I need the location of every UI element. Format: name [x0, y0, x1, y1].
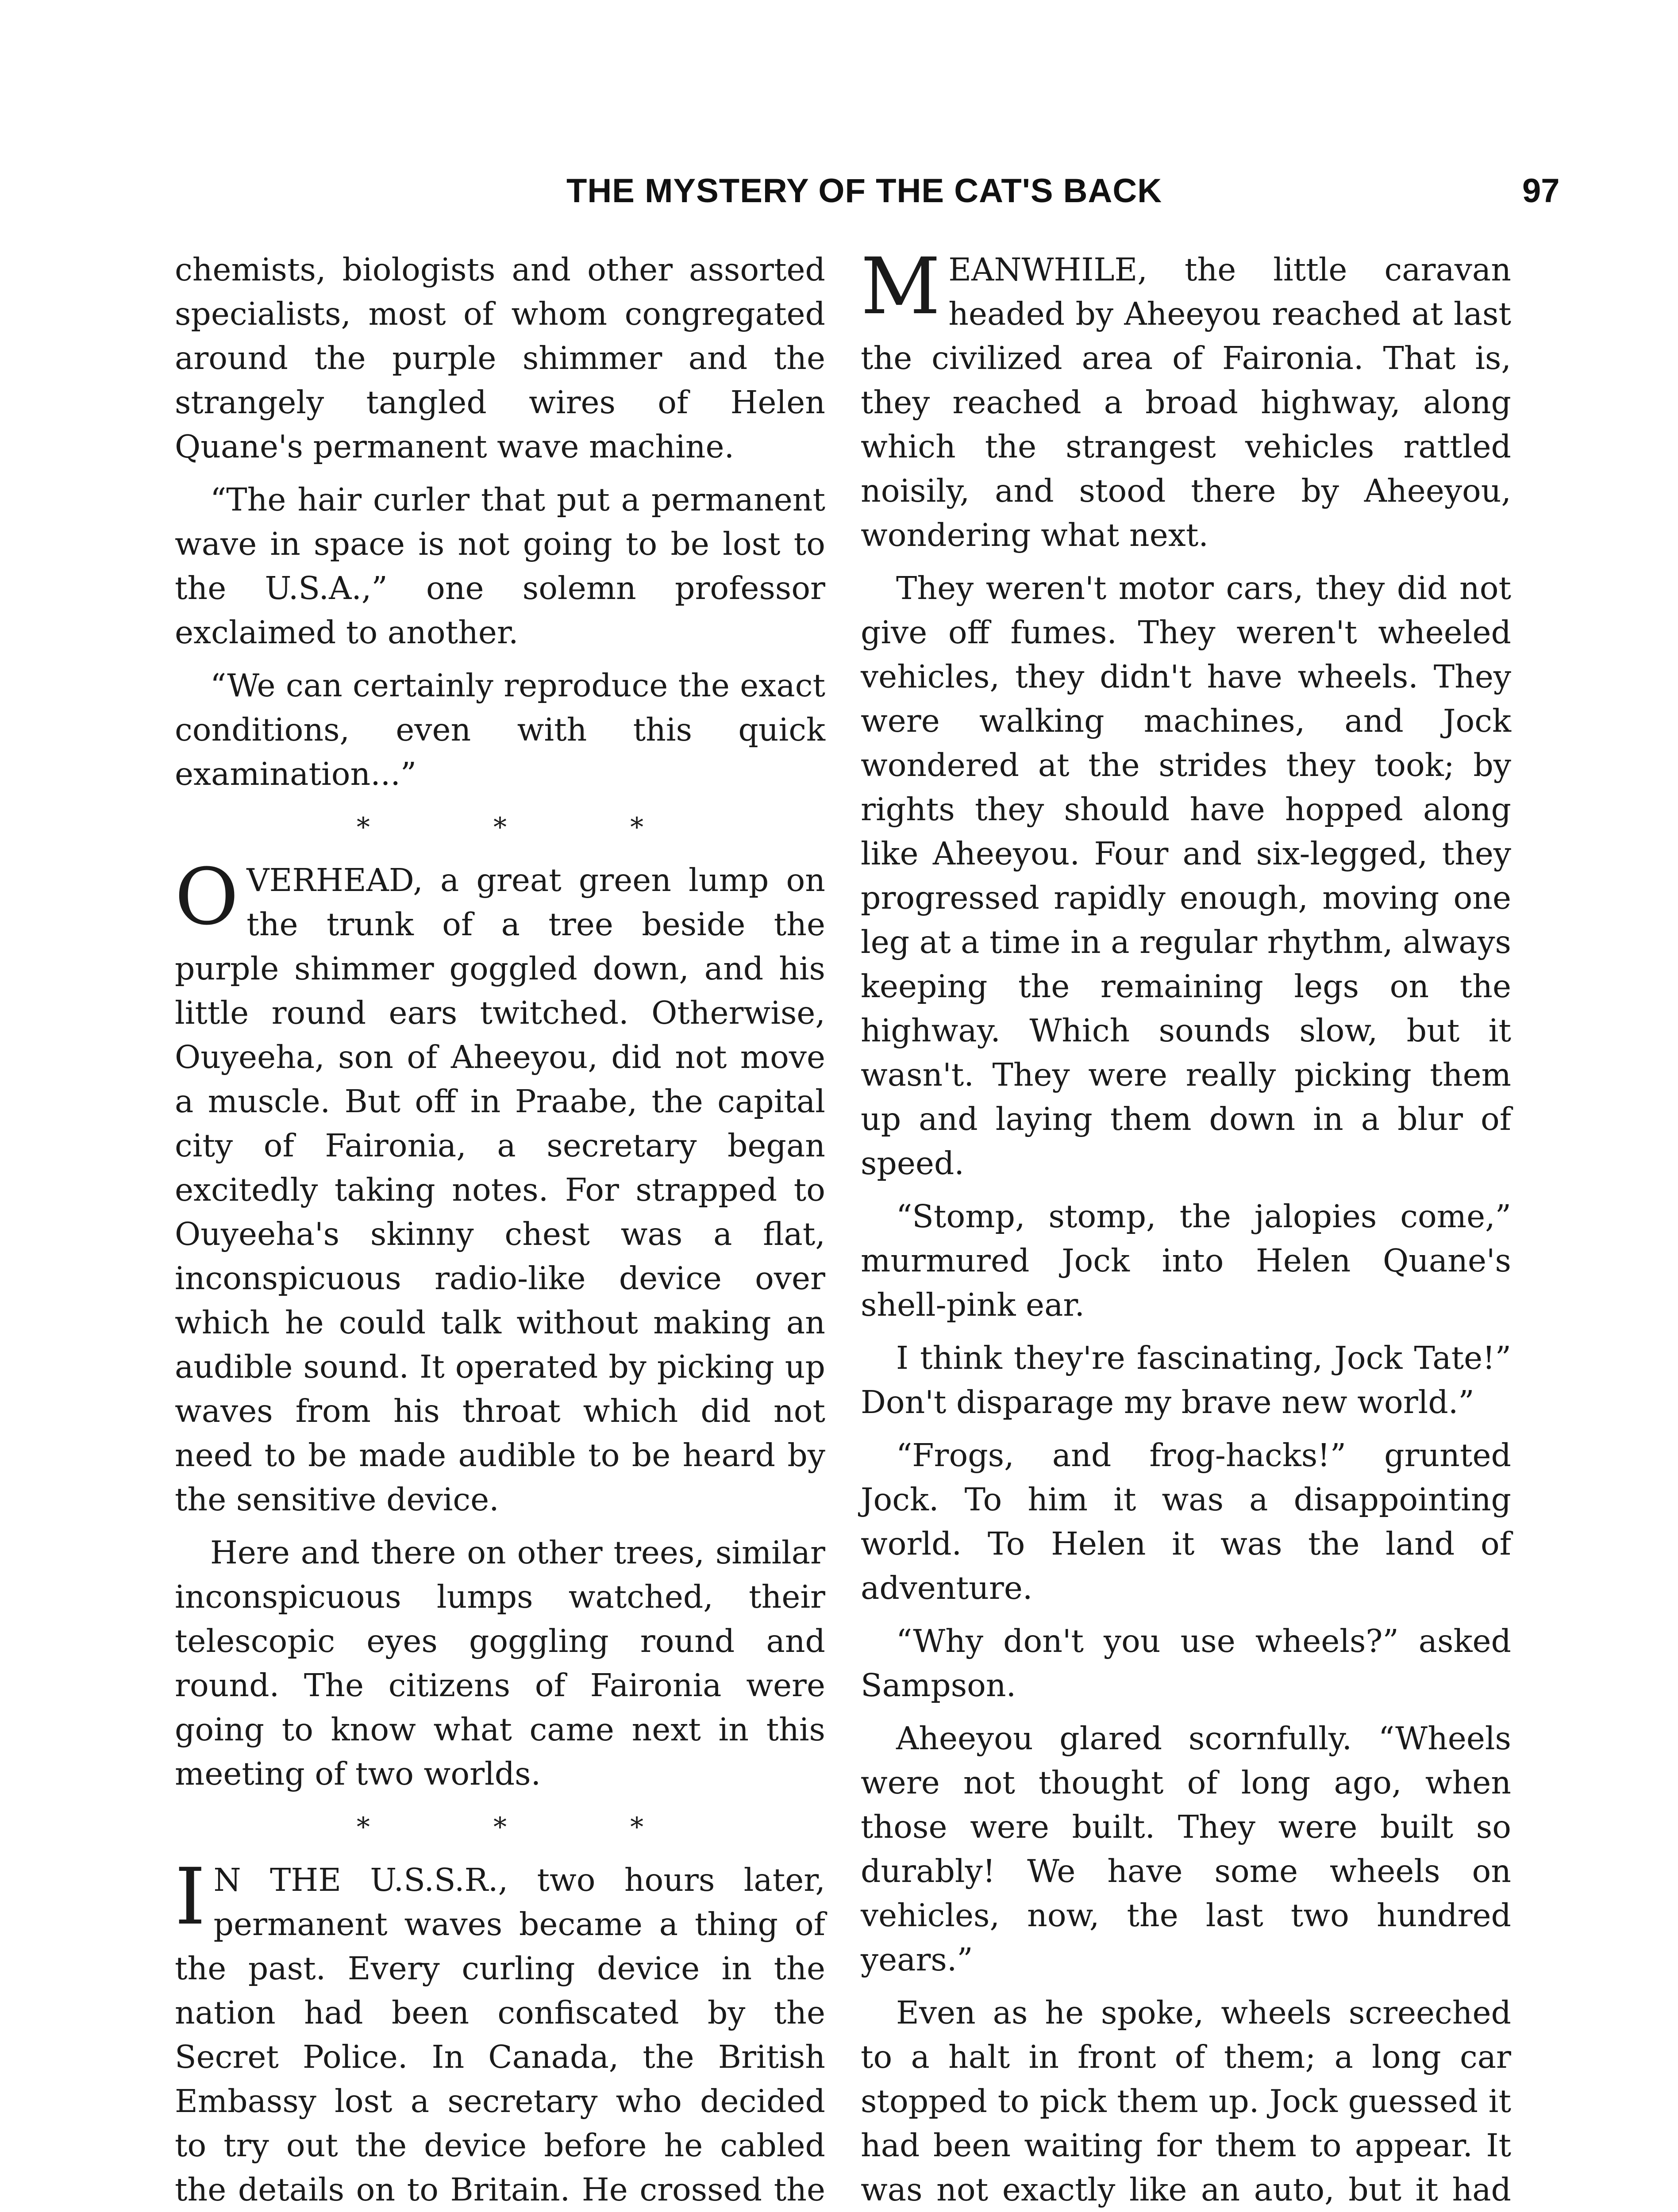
drop-cap: I	[175, 1851, 206, 1942]
page-number: 97	[1522, 172, 1560, 210]
paragraph-text: VERHEAD, a great green lump on the trunk of a tree beside the purple shimmer goggled down, and his little round ears twitched. Otherwise, Ouyeeha, son of Aheeyou, did not move a muscle. But off in Praabe, the capital city of Faironia, a secretary began excitedly taking notes. For strapped to Ouyeeha's skinny chest was a flat, inconspicuous radio-like device over which he could talk without making an audible sound. It operated by picking up waves from his throat which did not need to be made audible to be heard by the sensitive device.	[175, 862, 825, 1518]
paragraph: chemists, biologists and other assorted specialists, most of whom congregated around the purple shimmer and the strangely tangled wires of Helen Quane's permanent wave machine.	[175, 251, 825, 465]
running-head-title: THE MYSTERY OF THE CAT'S BACK	[566, 172, 1162, 210]
paragraph: They weren't motor cars, they did not give off fumes. They weren't wheeled vehicles, they didn't have wheels. They were walking machines, and Jock wondered at the strides they took; by rights they should have hopped along like Aheeyou. Four and six-legged, they progressed rapidly enough, moving one leg at a time in a regular rhythm, always keeping the remaining legs on the highway. Which sounds slow, but it wasn't. They were really picking them up and laying them down in a blur of speed.	[861, 570, 1511, 1182]
drop-cap: M	[861, 241, 941, 332]
paragraph-text: N THE U.S.S.R., two hours later, permanent waves became a thing of the past. Every curling device in the nation had been confiscated by the Secret Police. In Canada, the British Embassy lost a secretary who decided to try out the device before he cabled the details on to Britain. He crossed the	[175, 1862, 825, 2208]
drop-cap: O	[175, 852, 239, 942]
paragraph-with-dropcap	[175, 1851, 825, 2212]
paragraph: “Why don't you use wheels?” asked Sampson.	[861, 1623, 1511, 1704]
section-separator: * * *	[356, 1812, 701, 1843]
paragraph-with-dropcap	[861, 241, 1511, 557]
paragraph-text: EANWHILE, the little caravan headed by Aheeyou reached at last the civilized area of Faironia. That is, they reached a broad highway, along which the strangest vehicles rattled noisily, and stood there by Aheeyou, wondering what next.	[861, 251, 1511, 553]
paragraph: Even as he spoke, wheels screeched to a halt in front of them; a long car stopped to pick them up. Jock guessed it had been waiting for them to appear. It was not exactly like an auto, but it had	[861, 1994, 1511, 2208]
left-column	[175, 248, 825, 2212]
section-separator: * * *	[356, 812, 701, 843]
right-column	[861, 241, 1511, 2212]
paragraph: “We can certainly reproduce the exact conditions, even with this quick examination...”	[175, 667, 825, 792]
paragraph: “Stomp, stomp, the jalopies come,” murmured Jock into Helen Quane's shell-pink ear.	[861, 1198, 1511, 1323]
paragraph: “The hair curler that put a permanent wave in space is not going to be lost to the U.S.A.,” one solemn professor exclaimed to another.	[175, 481, 825, 651]
paragraph: “Frogs, and frog-hacks!” grunted Jock. To him it was a disappointing world. To Helen it was the land of adventure.	[861, 1437, 1511, 1606]
paragraph-with-dropcap	[175, 852, 825, 1522]
paragraph: Here and there on other trees, similar inconspicuous lumps watched, their telescopic eyes goggling round and round. The citizens of Faironia were going to know what came next in this meeting of two worlds.	[175, 1534, 825, 1792]
paragraph: I think they're fascinating, Jock Tate!” Don't disparage my brave new world.”	[861, 1340, 1511, 1421]
paragraph: Aheeyou glared scornfully. “Wheels were not thought of long ago, when those were built. They were built so durably! We have some wheels on vehicles, now, the last two hundred years.”	[861, 1720, 1511, 1978]
